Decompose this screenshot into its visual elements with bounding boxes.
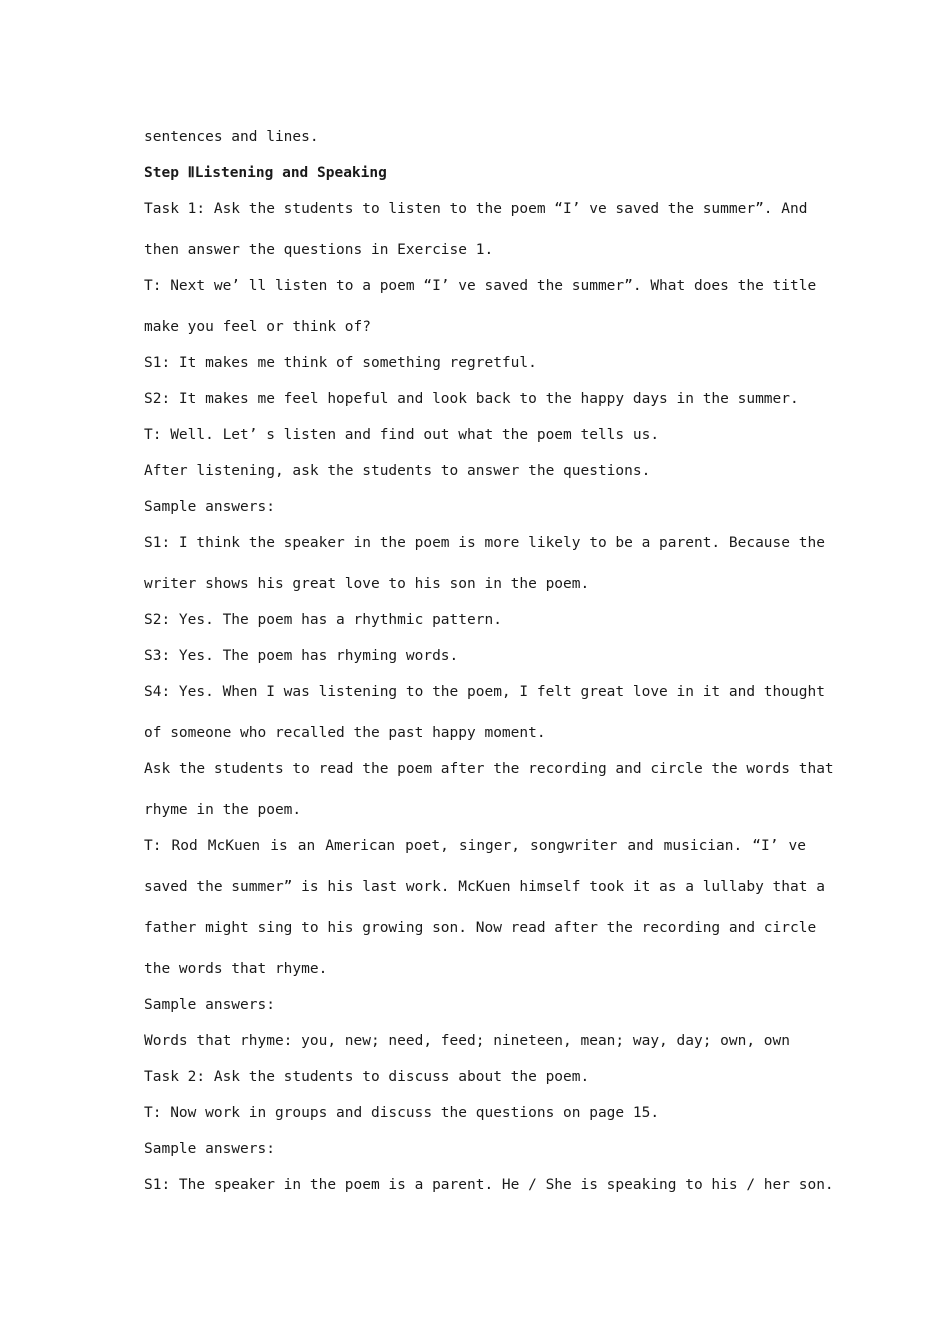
paragraph-line: After listening, ask the students to answer the questions.: [144, 463, 651, 479]
paragraph-line: S2: It makes me feel hopeful and look back to the happy days in the summer.: [144, 391, 799, 407]
paragraph-line: S4: Yes. When I was listening to the poem, I felt great love in it and thought: [144, 684, 825, 700]
paragraph-line: T: Now work in groups and discuss the questions on page 15.: [144, 1105, 660, 1121]
paragraph-line: S1: I think the speaker in the poem is more likely to be a parent. Because the: [144, 535, 825, 551]
paragraph-line: S1: It makes me think of something regretful.: [144, 355, 537, 371]
paragraph-line: T: Next we’ ll listen to a poem “I’ ve saved the summer”. What does the title: [144, 278, 817, 294]
paragraph-line: S2: Yes. The poem has a rhythmic pattern.: [144, 612, 502, 628]
paragraph-line: saved the summer” is his last work. McKuen himself took it as a lullaby that a: [144, 879, 825, 895]
paragraph-line: writer shows his great love to his son in the poem.: [144, 576, 590, 592]
paragraph-line: S1: The speaker in the poem is a parent. He / She is speaking to his / her son.: [144, 1177, 834, 1193]
paragraph-line: then answer the questions in Exercise 1.: [144, 242, 494, 258]
paragraph-line: Sample answers:: [144, 499, 275, 515]
section-heading: Step ⅡListening and Speaking: [144, 165, 387, 181]
paragraph-line: sentences and lines.: [144, 129, 319, 145]
paragraph-line: make you feel or think of?: [144, 319, 371, 335]
paragraph-line: S3: Yes. The poem has rhyming words.: [144, 648, 459, 664]
paragraph-line: Sample answers:: [144, 1141, 275, 1157]
paragraph-line: Words that rhyme: you, new; need, feed; nineteen, mean; way, day; own, own: [144, 1033, 791, 1049]
paragraph-line: T: Well. Let’ s listen and find out what the poem tells us.: [144, 427, 660, 443]
paragraph-line: Task 2: Ask the students to discuss about the poem.: [144, 1069, 590, 1085]
paragraph-line: Task 1: Ask the students to listen to the poem “I’ ve saved the summer”. And: [144, 201, 808, 217]
paragraph-line: father might sing to his growing son. Now read after the recording and circle: [144, 920, 817, 936]
paragraph-line: T: Rod McKuen is an American poet, singer, songwriter and musician. “I’ ve: [144, 838, 806, 854]
paragraph-line: the words that rhyme.: [144, 961, 328, 977]
paragraph-line: of someone who recalled the past happy moment.: [144, 725, 546, 741]
paragraph-line: Sample answers:: [144, 997, 275, 1013]
paragraph-line: rhyme in the poem.: [144, 802, 302, 818]
paragraph-line: Ask the students to read the poem after the recording and circle the words that: [144, 761, 834, 777]
